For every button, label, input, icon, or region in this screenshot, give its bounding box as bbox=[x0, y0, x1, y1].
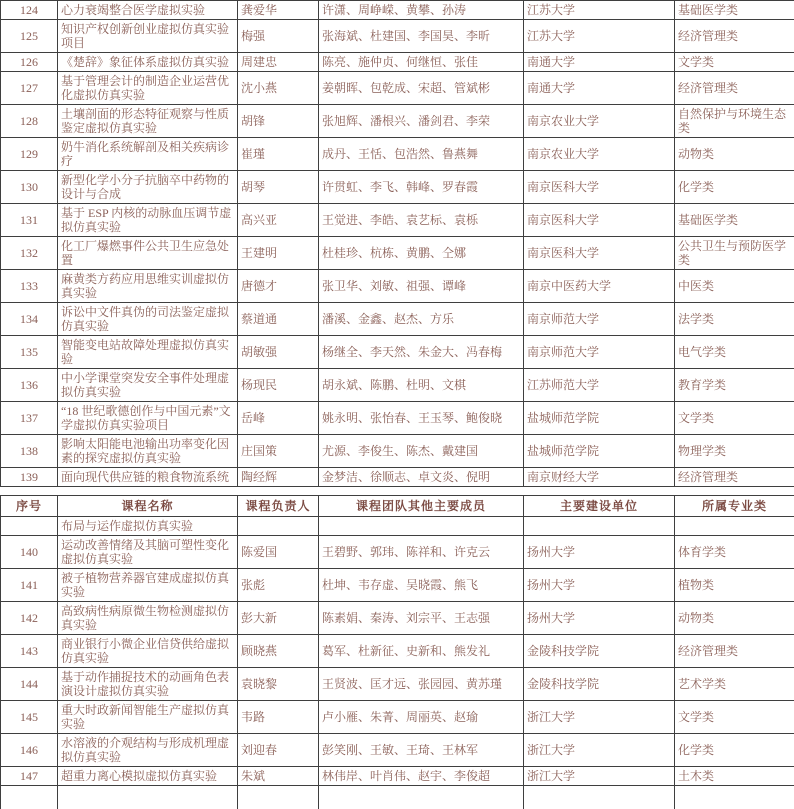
course-name-cell: 商业银行小微企业信贷供给虚拟仿真实验 bbox=[58, 635, 238, 668]
table-row bbox=[1, 468, 794, 487]
empty-cell bbox=[58, 786, 238, 809]
members-cell: 卢小雁、朱菁、周丽英、赵瑜 bbox=[319, 701, 524, 734]
table-row bbox=[1, 53, 794, 72]
leader-cell: 袁晓黎 bbox=[238, 668, 319, 701]
leader-cell: 朱斌 bbox=[238, 767, 319, 786]
unit-cell: 南京师范大学 bbox=[524, 336, 675, 369]
leader-cell bbox=[238, 517, 319, 536]
course-name-cell: 新型化学小分子抗脑卒中药物的设计与合成 bbox=[58, 171, 238, 204]
course-name-cell: 水溶液的介观结构与形成机理虚拟仿真实验 bbox=[58, 734, 238, 767]
serial-cell: 131 bbox=[1, 204, 58, 237]
members-cell: 彭笑刚、王敏、王琦、王林军 bbox=[319, 734, 524, 767]
serial-cell: 127 bbox=[1, 72, 58, 105]
leader-cell: 梅强 bbox=[238, 20, 319, 53]
members-cell: 杜桂珍、杭栋、黄鹏、仝娜 bbox=[319, 237, 524, 270]
unit-cell: 南京医科大学 bbox=[524, 204, 675, 237]
serial-cell: 126 bbox=[1, 53, 58, 72]
col-course-name: 课程名称 bbox=[58, 496, 238, 517]
members-cell: 潘溪、金鑫、赵杰、方乐 bbox=[319, 303, 524, 336]
category-cell: 公共卫生与预防医学类 bbox=[675, 237, 794, 270]
serial-cell: 143 bbox=[1, 635, 58, 668]
leader-cell: 胡琴 bbox=[238, 171, 319, 204]
members-cell: 陈素娟、秦涛、刘宗平、王志强 bbox=[319, 602, 524, 635]
course-name-cell: 高致病性病原微生物检测虚拟仿真实验 bbox=[58, 602, 238, 635]
members-cell: 王贤波、匡才远、张园园、黄苏瑾 bbox=[319, 668, 524, 701]
table-row bbox=[1, 536, 794, 569]
serial-cell: 136 bbox=[1, 369, 58, 402]
course-name-cell: “18 世纪歌德创作与中国元素”文学虚拟仿真实验项目 bbox=[58, 402, 238, 435]
unit-cell: 金陵科技学院 bbox=[524, 635, 675, 668]
members-cell: 尤源、李俊生、陈杰、戴建国 bbox=[319, 435, 524, 468]
leader-cell: 沈小燕 bbox=[238, 72, 319, 105]
leader-cell: 刘迎春 bbox=[238, 734, 319, 767]
page-break-gap bbox=[0, 487, 794, 495]
course-name-cell: 布局与运作虚拟仿真实验 bbox=[58, 517, 238, 536]
leader-cell: 庄国策 bbox=[238, 435, 319, 468]
serial-cell: 144 bbox=[1, 668, 58, 701]
table-row bbox=[1, 270, 794, 303]
unit-cell: 金陵科技学院 bbox=[524, 668, 675, 701]
unit-cell: 浙江大学 bbox=[524, 767, 675, 786]
leader-cell: 杨现民 bbox=[238, 369, 319, 402]
category-cell: 中医类 bbox=[675, 270, 794, 303]
category-cell bbox=[675, 517, 794, 536]
empty-cell bbox=[675, 786, 794, 809]
serial-cell: 128 bbox=[1, 105, 58, 138]
members-cell: 成丹、王恬、包浩然、鲁燕舞 bbox=[319, 138, 524, 171]
unit-cell: 扬州大学 bbox=[524, 569, 675, 602]
category-cell: 文学类 bbox=[675, 402, 794, 435]
category-cell: 基础医学类 bbox=[675, 204, 794, 237]
table-row bbox=[1, 20, 794, 53]
course-name-cell: 被子植物营养器官建成虚拟仿真实验 bbox=[58, 569, 238, 602]
course-name-cell: 智能变电站故障处理虚拟仿真实验 bbox=[58, 336, 238, 369]
members-cell: 杜坤、韦存虚、吴晓霞、熊飞 bbox=[319, 569, 524, 602]
unit-cell: 江苏大学 bbox=[524, 20, 675, 53]
category-cell: 电气学类 bbox=[675, 336, 794, 369]
category-cell: 物理学类 bbox=[675, 435, 794, 468]
leader-cell: 王建明 bbox=[238, 237, 319, 270]
serial-cell: 142 bbox=[1, 602, 58, 635]
table-row bbox=[1, 635, 794, 668]
course-name-cell: 影响太阳能电池输出功率变化因素的探究虚拟仿真实验 bbox=[58, 435, 238, 468]
table-row bbox=[1, 171, 794, 204]
leader-cell: 龚爱华 bbox=[238, 1, 319, 20]
serial-cell: 147 bbox=[1, 767, 58, 786]
serial-cell: 140 bbox=[1, 536, 58, 569]
category-cell: 艺术学类 bbox=[675, 668, 794, 701]
unit-cell: 江苏师范大学 bbox=[524, 369, 675, 402]
unit-cell: 浙江大学 bbox=[524, 701, 675, 734]
leader-cell: 崔瑾 bbox=[238, 138, 319, 171]
serial-cell bbox=[1, 517, 58, 536]
members-cell bbox=[319, 517, 524, 536]
col-members: 课程团队其他主要成员 bbox=[319, 496, 524, 517]
category-cell: 文学类 bbox=[675, 53, 794, 72]
category-cell: 动物类 bbox=[675, 138, 794, 171]
serial-cell: 145 bbox=[1, 701, 58, 734]
members-cell: 王觉进、李皓、袁艺标、袁栎 bbox=[319, 204, 524, 237]
leader-cell: 胡敏强 bbox=[238, 336, 319, 369]
table-row bbox=[1, 402, 794, 435]
category-cell: 经济管理类 bbox=[675, 20, 794, 53]
category-cell: 化学类 bbox=[675, 734, 794, 767]
table-row bbox=[1, 237, 794, 270]
category-cell: 植物类 bbox=[675, 569, 794, 602]
category-cell: 经济管理类 bbox=[675, 635, 794, 668]
category-cell: 动物类 bbox=[675, 602, 794, 635]
course-name-cell: 《楚辞》象征体系虚拟仿真实验 bbox=[58, 53, 238, 72]
members-cell: 姚永明、张怡春、王玉琴、鲍俊晓 bbox=[319, 402, 524, 435]
members-cell: 许贯虹、李飞、韩峰、罗春霞 bbox=[319, 171, 524, 204]
members-cell: 葛军、杜新征、史新和、熊发礼 bbox=[319, 635, 524, 668]
leader-cell: 张彪 bbox=[238, 569, 319, 602]
col-unit: 主要建设单位 bbox=[524, 496, 675, 517]
members-cell: 姜朝晖、包乾成、宋超、管斌彬 bbox=[319, 72, 524, 105]
leader-cell: 蔡道通 bbox=[238, 303, 319, 336]
continuation-row bbox=[1, 517, 794, 536]
category-cell: 经济管理类 bbox=[675, 468, 794, 487]
serial-cell: 139 bbox=[1, 468, 58, 487]
col-leader: 课程负责人 bbox=[238, 496, 319, 517]
members-cell: 杨继全、李天然、朱金大、冯春梅 bbox=[319, 336, 524, 369]
unit-cell: 南通大学 bbox=[524, 72, 675, 105]
leader-cell: 高兴亚 bbox=[238, 204, 319, 237]
members-cell: 胡永斌、陈鹏、杜明、文棋 bbox=[319, 369, 524, 402]
unit-cell: 南通大学 bbox=[524, 53, 675, 72]
category-cell: 经济管理类 bbox=[675, 72, 794, 105]
serial-cell: 138 bbox=[1, 435, 58, 468]
serial-cell: 133 bbox=[1, 270, 58, 303]
category-cell: 自然保护与环境生态类 bbox=[675, 105, 794, 138]
category-cell: 文学类 bbox=[675, 701, 794, 734]
unit-cell: 扬州大学 bbox=[524, 536, 675, 569]
course-name-cell: 基于 ESP 内核的动脉血压调节虚拟仿真实验 bbox=[58, 204, 238, 237]
unit-cell: 南京中医药大学 bbox=[524, 270, 675, 303]
table-row bbox=[1, 668, 794, 701]
course-name-cell: 基于动作捕捉技术的动画角色表演设计虚拟仿真实验 bbox=[58, 668, 238, 701]
members-cell: 张海斌、杜建国、李国昊、李昕 bbox=[319, 20, 524, 53]
course-name-cell: 知识产权创新创业虚拟仿真实验项目 bbox=[58, 20, 238, 53]
unit-cell: 南京医科大学 bbox=[524, 237, 675, 270]
course-name-cell: 诉讼中文件真伪的司法鉴定虚拟仿真实验 bbox=[58, 303, 238, 336]
category-cell: 基础医学类 bbox=[675, 1, 794, 20]
leader-cell: 周建忠 bbox=[238, 53, 319, 72]
leader-cell: 唐德才 bbox=[238, 270, 319, 303]
leader-cell: 彭大新 bbox=[238, 602, 319, 635]
leader-cell: 陶经辉 bbox=[238, 468, 319, 487]
table-row bbox=[1, 701, 794, 734]
table-row bbox=[1, 72, 794, 105]
serial-cell: 141 bbox=[1, 569, 58, 602]
unit-cell: 江苏大学 bbox=[524, 1, 675, 20]
serial-cell: 146 bbox=[1, 734, 58, 767]
members-cell: 许潇、周峥嵘、黄攀、孙涛 bbox=[319, 1, 524, 20]
partial-row bbox=[1, 786, 794, 809]
empty-cell bbox=[319, 786, 524, 809]
table-row bbox=[1, 204, 794, 237]
table-row bbox=[1, 369, 794, 402]
leader-cell: 胡锋 bbox=[238, 105, 319, 138]
course-name-cell: 心力衰竭整合医学虚拟实验 bbox=[58, 1, 238, 20]
serial-cell: 125 bbox=[1, 20, 58, 53]
category-cell: 化学类 bbox=[675, 171, 794, 204]
members-cell: 金梦洁、徐顺志、卓文炎、倪明 bbox=[319, 468, 524, 487]
empty-cell bbox=[1, 786, 58, 809]
col-serial: 序号 bbox=[1, 496, 58, 517]
members-cell: 陈亮、施仲贞、何继恒、张佳 bbox=[319, 53, 524, 72]
category-cell: 教育学类 bbox=[675, 369, 794, 402]
col-category: 所属专业类 bbox=[675, 496, 794, 517]
course-name-cell: 面向现代供应链的粮食物流系统 bbox=[58, 468, 238, 487]
unit-cell: 南京财经大学 bbox=[524, 468, 675, 487]
unit-cell: 南京医科大学 bbox=[524, 171, 675, 204]
leader-cell: 韦路 bbox=[238, 701, 319, 734]
course-name-cell: 超重力离心模拟虚拟仿真实验 bbox=[58, 767, 238, 786]
unit-cell: 盐城师范学院 bbox=[524, 435, 675, 468]
table-row bbox=[1, 138, 794, 171]
members-cell: 王碧野、郭玮、陈祥和、许克云 bbox=[319, 536, 524, 569]
table-row bbox=[1, 602, 794, 635]
unit-cell: 南京师范大学 bbox=[524, 303, 675, 336]
serial-cell: 130 bbox=[1, 171, 58, 204]
course-name-cell: 基于管理会计的制造企业运营优化虚拟仿真实验 bbox=[58, 72, 238, 105]
course-name-cell: 运动改善情绪及其脑可塑性变化虚拟仿真实验 bbox=[58, 536, 238, 569]
course-name-cell: 奶牛消化系统解剖及相关疾病诊疗 bbox=[58, 138, 238, 171]
leader-cell: 陈爱国 bbox=[238, 536, 319, 569]
unit-cell: 浙江大学 bbox=[524, 734, 675, 767]
table-row bbox=[1, 435, 794, 468]
category-cell: 法学类 bbox=[675, 303, 794, 336]
members-cell: 张卫华、刘敏、祖强、谭峰 bbox=[319, 270, 524, 303]
unit-cell: 盐城师范学院 bbox=[524, 402, 675, 435]
serial-cell: 124 bbox=[1, 1, 58, 20]
category-cell: 土木类 bbox=[675, 767, 794, 786]
leader-cell: 岳峰 bbox=[238, 402, 319, 435]
table-row bbox=[1, 767, 794, 786]
column-header-row bbox=[1, 496, 794, 517]
course-name-cell: 麻黄类方药应用思维实训虚拟仿真实验 bbox=[58, 270, 238, 303]
unit-cell: 扬州大学 bbox=[524, 602, 675, 635]
table-row bbox=[1, 734, 794, 767]
table-row bbox=[1, 303, 794, 336]
course-name-cell: 化工厂爆燃事件公共卫生应急处置 bbox=[58, 237, 238, 270]
category-cell: 体育学类 bbox=[675, 536, 794, 569]
unit-cell bbox=[524, 517, 675, 536]
course-name-cell: 中小学课堂突发安全事件处理虚拟仿真实验 bbox=[58, 369, 238, 402]
table-row bbox=[1, 569, 794, 602]
course-name-cell: 重大时政新闻智能生产虚拟仿真实验 bbox=[58, 701, 238, 734]
unit-cell: 南京农业大学 bbox=[524, 138, 675, 171]
unit-cell: 南京农业大学 bbox=[524, 105, 675, 138]
serial-cell: 129 bbox=[1, 138, 58, 171]
projects-table-part2 bbox=[0, 495, 794, 809]
serial-cell: 137 bbox=[1, 402, 58, 435]
table-row bbox=[1, 105, 794, 138]
serial-cell: 135 bbox=[1, 336, 58, 369]
empty-cell bbox=[238, 786, 319, 809]
serial-cell: 134 bbox=[1, 303, 58, 336]
members-cell: 林伟岸、叶肖伟、赵宇、李俊超 bbox=[319, 767, 524, 786]
serial-cell: 132 bbox=[1, 237, 58, 270]
members-cell: 张旭辉、潘根兴、潘剑君、李荣 bbox=[319, 105, 524, 138]
table-row bbox=[1, 336, 794, 369]
empty-cell bbox=[524, 786, 675, 809]
leader-cell: 顾晓燕 bbox=[238, 635, 319, 668]
course-name-cell: 土壤剖面的形态特征观察与性质鉴定虚拟仿真实验 bbox=[58, 105, 238, 138]
table-row bbox=[1, 1, 794, 20]
